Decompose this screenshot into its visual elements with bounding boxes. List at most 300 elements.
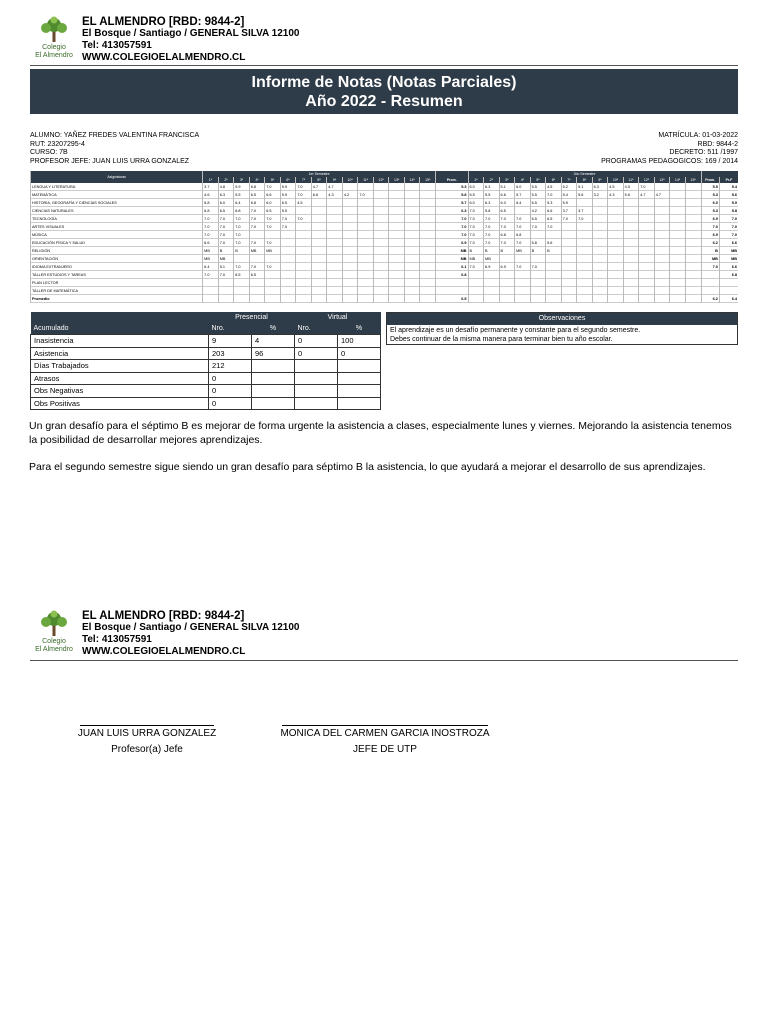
grade-cell xyxy=(685,239,701,247)
semester-1-average: 6.8 xyxy=(436,271,468,279)
school-header xyxy=(34,16,764,66)
grade-cell xyxy=(342,263,358,271)
grade-cell xyxy=(670,295,686,303)
grade-cell xyxy=(358,279,374,287)
grade-cell: 6.5 xyxy=(499,207,515,215)
grade-cell xyxy=(685,287,701,295)
grade-row xyxy=(31,207,739,215)
grade-cell xyxy=(499,255,515,263)
grade-cell xyxy=(358,183,374,191)
grade-cell xyxy=(670,271,686,279)
grade-cell xyxy=(420,207,436,215)
grade-cell xyxy=(389,279,405,287)
nro-header: Nro. xyxy=(209,323,252,335)
grade-cell xyxy=(420,247,436,255)
grade-cell xyxy=(342,279,358,287)
grade-cell: 6.8 xyxy=(234,207,250,215)
observations-box xyxy=(386,312,738,345)
grade-cell: 7.0 xyxy=(499,239,515,247)
grade-cell: 5.5 xyxy=(530,183,546,191)
subject-name: MÚSICA xyxy=(31,231,203,239)
grade-cell: 4.3 xyxy=(608,191,624,199)
attendance-value xyxy=(295,397,338,410)
promedio-semester-1: 6.5 xyxy=(436,295,468,303)
grade-cell: 7.0 xyxy=(265,239,281,247)
grade-cell xyxy=(342,287,358,295)
semester-2-average: 6.9 xyxy=(701,215,719,223)
attendance-value xyxy=(295,385,338,398)
grade-cell xyxy=(546,255,562,263)
grade-cell xyxy=(327,223,343,231)
grade-cell: 7.0 xyxy=(218,239,234,247)
semester-2-average: 7.0 xyxy=(701,223,719,231)
grade-cell xyxy=(561,231,577,239)
grade-cell xyxy=(373,239,389,247)
grade-cell xyxy=(203,279,219,287)
grade-cell xyxy=(484,279,500,287)
grade-cell: 7.0 xyxy=(265,263,281,271)
grade-cell xyxy=(592,215,608,223)
grade-cell: 5.5 xyxy=(280,207,296,215)
grade-cell: 7.0 xyxy=(249,263,265,271)
grade-cell: 5.7 xyxy=(515,191,531,199)
grade-row xyxy=(31,239,739,247)
grade-cell: 6.6 xyxy=(499,191,515,199)
grade-cell xyxy=(420,215,436,223)
attendance-value: 4 xyxy=(252,335,295,348)
note-number-header: 14ª xyxy=(670,177,686,183)
subject-name: HISTORIA, GEOGRAFÍA Y CIENCIAS SOCIALES xyxy=(31,199,203,207)
grade-cell xyxy=(265,271,281,279)
attendance-header-row-1 xyxy=(31,312,381,323)
grade-cell: 4.7 xyxy=(654,191,670,199)
grade-cell: MB xyxy=(218,255,234,263)
grade-cell xyxy=(639,207,655,215)
grade-cell xyxy=(404,215,420,223)
note-number-header: 15ª xyxy=(685,177,701,183)
grade-cell xyxy=(654,279,670,287)
grade-cell xyxy=(311,199,327,207)
grade-cell xyxy=(592,247,608,255)
grade-cell: 7.0 xyxy=(280,215,296,223)
grade-cell xyxy=(373,215,389,223)
school-logo xyxy=(34,610,74,656)
grade-cell xyxy=(342,247,358,255)
grade-cell: 6.5 xyxy=(249,191,265,199)
grade-cell xyxy=(515,207,531,215)
grade-cell xyxy=(373,191,389,199)
grade-cell xyxy=(577,255,593,263)
grade-cell: 7.0 xyxy=(249,223,265,231)
grade-cell xyxy=(327,247,343,255)
rbd: RBD: 9844-2 xyxy=(697,140,738,148)
grade-cell: 6.5 xyxy=(530,199,546,207)
grade-cell xyxy=(515,287,531,295)
grade-cell xyxy=(420,255,436,263)
attendance-value: 96 xyxy=(252,347,295,360)
grade-cell xyxy=(530,279,546,287)
observation-line: El aprendizaje es un desafío permanente y constante para el segundo semestre. xyxy=(390,327,641,334)
grade-cell xyxy=(420,263,436,271)
grade-cell xyxy=(420,271,436,279)
grade-cell xyxy=(234,255,250,263)
grade-cell xyxy=(404,223,420,231)
grade-cell xyxy=(327,279,343,287)
grade-cell xyxy=(654,271,670,279)
grade-cell xyxy=(249,255,265,263)
note-number-header: 5ª xyxy=(265,177,281,183)
grade-cell xyxy=(420,295,436,303)
subject-name: TALLER DE MATEMÁTICA xyxy=(31,287,203,295)
grade-cell xyxy=(342,231,358,239)
grade-cell: 6.8 xyxy=(515,231,531,239)
grade-cell xyxy=(296,247,312,255)
grade-cell xyxy=(561,247,577,255)
grade-cell: 7.0 xyxy=(484,239,500,247)
grade-cell xyxy=(218,287,234,295)
pct-header: % xyxy=(338,323,381,335)
grade-cell: MB xyxy=(203,247,219,255)
grade-cell xyxy=(327,295,343,303)
grade-cell xyxy=(311,279,327,287)
semester-2-average: 6.2 xyxy=(701,239,719,247)
grade-cell xyxy=(404,271,420,279)
grade-cell xyxy=(530,271,546,279)
grade-cell xyxy=(373,255,389,263)
grade-cell xyxy=(373,231,389,239)
virtual-header: Virtual xyxy=(295,312,381,323)
grade-cell xyxy=(577,223,593,231)
grade-cell: 4.2 xyxy=(530,207,546,215)
grade-cell xyxy=(577,239,593,247)
grade-cell: 6.9 xyxy=(484,263,500,271)
grade-cell xyxy=(296,279,312,287)
grade-cell xyxy=(592,231,608,239)
grade-cell xyxy=(280,263,296,271)
semester-1-average xyxy=(436,287,468,295)
grade-cell xyxy=(530,295,546,303)
grade-cell xyxy=(420,183,436,191)
grade-cell xyxy=(280,231,296,239)
school-name: EL ALMENDRO [RBD: 9844-2] xyxy=(82,16,245,28)
grade-cell xyxy=(342,239,358,247)
note-number-header: 4ª xyxy=(249,177,265,183)
grade-cell xyxy=(311,247,327,255)
grade-cell xyxy=(296,287,312,295)
grade-cell xyxy=(420,223,436,231)
grade-cell xyxy=(468,287,484,295)
note-number-header: 2ª xyxy=(218,177,234,183)
semester-2-average: 6.9 xyxy=(701,231,719,239)
grade-cell: 7.0 xyxy=(249,215,265,223)
grade-cell xyxy=(358,215,374,223)
school-website: WWW.COLEGIOELALMENDRO.CL xyxy=(82,52,246,63)
attendance-value: 0 xyxy=(209,372,252,385)
asignaturas-header: Asignaturas xyxy=(31,171,203,183)
grade-cell: 6.4 xyxy=(203,263,219,271)
grade-cell xyxy=(358,199,374,207)
note-number-header: 8ª xyxy=(311,177,327,183)
grade-cell xyxy=(296,223,312,231)
observations-title: Observaciones xyxy=(387,313,737,325)
note-number-header: 4ª xyxy=(515,177,531,183)
grade-cell: 5.1 xyxy=(577,183,593,191)
grade-cell: 5.6 xyxy=(546,239,562,247)
grade-cell xyxy=(311,239,327,247)
grade-cell xyxy=(623,279,639,287)
grade-cell: 6.8 xyxy=(499,231,515,239)
attendance-value xyxy=(338,372,381,385)
grade-cell: 4.5 xyxy=(608,183,624,191)
grade-cell xyxy=(265,255,281,263)
grade-cell: 5.1 xyxy=(218,263,234,271)
grade-cell: MB xyxy=(515,247,531,255)
report-title-bar xyxy=(30,69,738,114)
grade-cell: 7.0 xyxy=(546,223,562,231)
attendance-label: Obs Positivas xyxy=(31,397,209,410)
grade-cell xyxy=(296,263,312,271)
nro-header: Nro. xyxy=(295,323,338,335)
grade-cell xyxy=(577,247,593,255)
attendance-value xyxy=(252,360,295,373)
school-phone: Tel: 413057591 xyxy=(82,40,152,51)
note-number-header: 11ª xyxy=(623,177,639,183)
grade-cell xyxy=(608,279,624,287)
grade-cell xyxy=(685,223,701,231)
grade-cell xyxy=(592,271,608,279)
grade-cell xyxy=(592,295,608,303)
grade-cell: 6.5 xyxy=(530,215,546,223)
attendance-value: 100 xyxy=(338,335,381,348)
semester-1-average: 5.8 xyxy=(436,191,468,199)
attendance-value: 212 xyxy=(209,360,252,373)
grade-cell: 6.3 xyxy=(592,183,608,191)
note-number-header: 5ª xyxy=(530,177,546,183)
promedio-final: 6.4 xyxy=(719,295,738,303)
school-website: WWW.COLEGIOELALMENDRO.CL xyxy=(82,646,246,657)
grade-cell: 7.0 xyxy=(234,263,250,271)
school-address: El Bosque / Santiago / GENERAL SILVA 12100 xyxy=(82,622,300,633)
semester-2-average: 6.0 xyxy=(701,199,719,207)
grade-cell xyxy=(623,207,639,215)
grade-cell: 7.0 xyxy=(484,215,500,223)
final-average: 7.0 xyxy=(719,215,738,223)
grade-cell xyxy=(280,247,296,255)
grade-cell xyxy=(404,231,420,239)
grade-cell xyxy=(546,231,562,239)
grade-cell xyxy=(296,207,312,215)
grade-cell: 7.0 xyxy=(280,223,296,231)
grade-cell xyxy=(623,271,639,279)
grade-cell: 7.0 xyxy=(218,223,234,231)
grade-cell xyxy=(311,231,327,239)
grade-cell xyxy=(654,255,670,263)
grade-row xyxy=(31,271,739,279)
grade-cell: 7.0 xyxy=(546,191,562,199)
grade-cell: B xyxy=(218,247,234,255)
grade-cell xyxy=(311,215,327,223)
comment-paragraph-1: Un gran desafío para el séptimo B es mejorar de forma urgente la asistencia a clases, especialmente lunes y viernes. Mejorando la asistencia tenemos la posibilidad de desarrollar mejores aprendizajes. xyxy=(29,420,732,446)
grade-cell xyxy=(530,231,546,239)
semester-2-average: MB xyxy=(701,255,719,263)
grade-cell: MB xyxy=(203,255,219,263)
grade-cell xyxy=(654,287,670,295)
grade-cell: 7.0 xyxy=(234,239,250,247)
grade-cell xyxy=(654,263,670,271)
grade-cell: 5.8 xyxy=(203,199,219,207)
grade-cell xyxy=(592,255,608,263)
grade-cell: 5.5 xyxy=(484,191,500,199)
subject-name: TALLER ESTUDIOS Y TAREAS xyxy=(31,271,203,279)
subject-name: MATEMÁTICA xyxy=(31,191,203,199)
grade-cell xyxy=(404,279,420,287)
grade-cell: 7.0 xyxy=(515,223,531,231)
grade-cell xyxy=(327,255,343,263)
grade-cell xyxy=(249,279,265,287)
grade-cell xyxy=(608,263,624,271)
attendance-value: 0 xyxy=(338,347,381,360)
grade-cell xyxy=(404,239,420,247)
grade-row xyxy=(31,287,739,295)
grade-cell: 6.8 xyxy=(249,183,265,191)
attendance-row xyxy=(31,372,381,385)
grade-cell xyxy=(608,239,624,247)
semester-1-average: 6.3 xyxy=(436,207,468,215)
grade-cell xyxy=(296,255,312,263)
school-logo xyxy=(34,16,74,62)
grade-cell: 6.8 xyxy=(203,207,219,215)
grade-cell xyxy=(234,295,250,303)
grade-cell xyxy=(265,231,281,239)
grade-cell xyxy=(327,215,343,223)
grade-cell: 6.6 xyxy=(203,239,219,247)
note-number-header: 12ª xyxy=(373,177,389,183)
grade-cell xyxy=(546,263,562,271)
grade-cell xyxy=(654,295,670,303)
note-number-header: 3ª xyxy=(499,177,515,183)
note-number-header: 8ª xyxy=(577,177,593,183)
attendance-label: Inasistencia xyxy=(31,335,209,348)
grade-cell xyxy=(685,231,701,239)
grade-cell xyxy=(515,295,531,303)
grade-cell xyxy=(373,295,389,303)
grade-cell: 6.3 xyxy=(218,191,234,199)
attendance-value xyxy=(252,397,295,410)
grade-cell xyxy=(654,239,670,247)
grade-cell xyxy=(420,199,436,207)
grade-cell: 7.0 xyxy=(218,231,234,239)
grade-cell: 7.0 xyxy=(249,207,265,215)
grade-cell: 7.0 xyxy=(218,215,234,223)
logo-text-2: El Almendro xyxy=(35,646,73,653)
grade-cell xyxy=(311,223,327,231)
grade-cell xyxy=(561,287,577,295)
note-number-header: 11ª xyxy=(358,177,374,183)
grade-cell xyxy=(561,255,577,263)
grade-cell xyxy=(327,287,343,295)
grade-cell xyxy=(608,287,624,295)
semester-2-average: 7.0 xyxy=(701,263,719,271)
grade-cell: 6.5 xyxy=(218,207,234,215)
grade-cell: 6.9 xyxy=(499,263,515,271)
grade-cell: 6.5 xyxy=(468,191,484,199)
semester-1-average: MB xyxy=(436,247,468,255)
grade-cell xyxy=(373,279,389,287)
grade-cell xyxy=(577,271,593,279)
grade-cell xyxy=(404,199,420,207)
subject-name: IDIOMA EXTRANJERO xyxy=(31,263,203,271)
grade-cell: 6.6 xyxy=(265,191,281,199)
grade-cell: 5.6 xyxy=(623,191,639,199)
grade-cell xyxy=(311,263,327,271)
note-number-header: 3ª xyxy=(234,177,250,183)
school-name: EL ALMENDRO [RBD: 9844-2] xyxy=(82,610,245,622)
grade-cell xyxy=(685,271,701,279)
grade-cell xyxy=(404,255,420,263)
grade-cell xyxy=(389,191,405,199)
attendance-row xyxy=(31,397,381,410)
grade-cell xyxy=(468,271,484,279)
grade-row xyxy=(31,215,739,223)
school-address: El Bosque / Santiago / GENERAL SILVA 12100 xyxy=(82,28,300,39)
semester-2-average: 5.5 xyxy=(701,183,719,191)
acumulado-header: Acumulado xyxy=(31,323,209,335)
grade-cell xyxy=(327,231,343,239)
grade-cell: 4.7 xyxy=(311,183,327,191)
attendance-value xyxy=(338,385,381,398)
tree-icon xyxy=(34,16,74,44)
grade-cell: 6.3 xyxy=(484,183,500,191)
grade-cell xyxy=(623,215,639,223)
student-info-right xyxy=(438,132,738,166)
grade-cell xyxy=(311,295,327,303)
final-average: 6.6 xyxy=(719,239,738,247)
grade-row xyxy=(31,183,739,191)
grade-cell xyxy=(389,239,405,247)
grade-cell xyxy=(639,231,655,239)
school-phone: Tel: 413057591 xyxy=(82,634,152,645)
grade-cell: 3.7 xyxy=(577,207,593,215)
note-number-header: 7ª xyxy=(296,177,312,183)
grade-cell xyxy=(654,199,670,207)
note-number-header: 1ª xyxy=(203,177,219,183)
grade-cell xyxy=(342,223,358,231)
grade-cell xyxy=(203,287,219,295)
attendance-value: 0 xyxy=(295,335,338,348)
grade-cell: 7.0 xyxy=(203,271,219,279)
final-average: 5.4 xyxy=(719,183,738,191)
attendance-value xyxy=(295,360,338,373)
grade-cell: 5.5 xyxy=(234,191,250,199)
grade-cell xyxy=(561,279,577,287)
grade-cell: 4.5 xyxy=(623,183,639,191)
attendance-value xyxy=(338,360,381,373)
grade-cell: 7.0 xyxy=(218,271,234,279)
grade-cell xyxy=(639,295,655,303)
grade-cell xyxy=(592,279,608,287)
attendance-value: 0 xyxy=(209,385,252,398)
grade-cell xyxy=(623,223,639,231)
grade-cell xyxy=(670,199,686,207)
grade-cell: 7.0 xyxy=(203,215,219,223)
grade-cell: 7.0 xyxy=(468,223,484,231)
semester-2-average: 5.3 xyxy=(701,207,719,215)
grade-cell: 7.0 xyxy=(296,191,312,199)
grade-cell xyxy=(608,247,624,255)
grade-cell xyxy=(685,183,701,191)
attendance-label: Asistencia xyxy=(31,347,209,360)
grade-cell xyxy=(670,263,686,271)
